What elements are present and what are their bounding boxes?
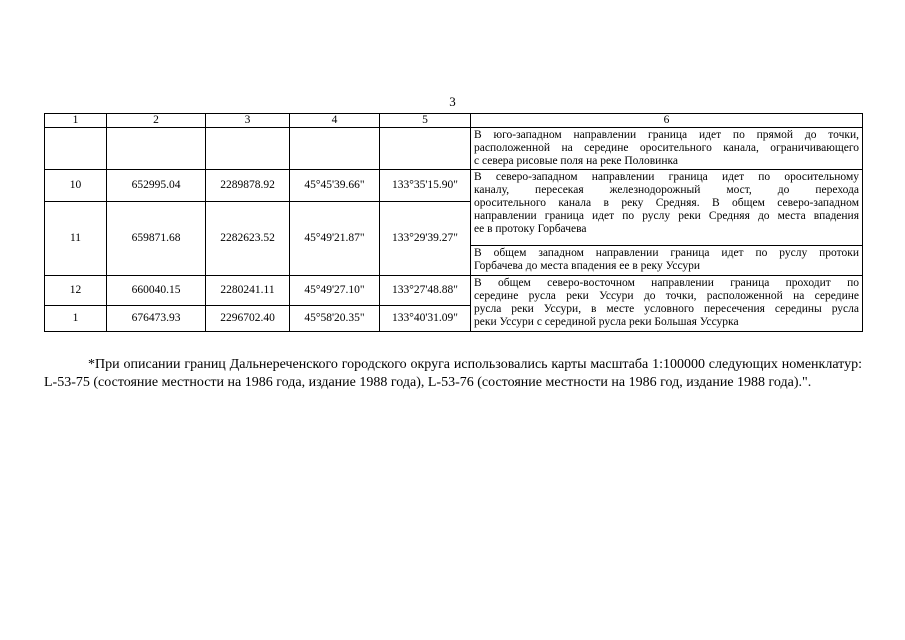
- empty-cell: [45, 128, 107, 170]
- boundary-description-cell: [471, 128, 863, 170]
- header-cell-1: 1: [45, 114, 107, 128]
- description-line: В общем западном направлении граница идет по руслу протоки: [474, 247, 859, 259]
- y-coordinate: 2289878.92: [206, 170, 290, 202]
- description-line: середине русла реки Уссури до точки, расположенной на середине: [474, 290, 859, 302]
- empty-cell: [206, 128, 290, 170]
- footnote: [44, 356, 862, 392]
- description-line: направлении граница идет по руслу реки Средняя до места впадения: [474, 210, 859, 222]
- point-number: 10: [45, 170, 107, 202]
- point-number: 11: [45, 202, 107, 276]
- description-line: Горбачева до места впадения ее в реку Уссури: [474, 260, 701, 272]
- description-line: с севера рисовые поля на реке Половинка: [474, 155, 678, 167]
- description-line: русла реки Уссури, в месте условного пересечения середины русла: [474, 303, 859, 315]
- page-number: 3: [449, 94, 456, 109]
- description-line: В общем северо-восточном направлении граница проходит по: [474, 277, 859, 289]
- table-row: [45, 128, 863, 170]
- header-cell-4: 4: [290, 114, 380, 128]
- y-coordinate: 2280241.11: [206, 276, 290, 306]
- table-row: [45, 276, 863, 306]
- x-coordinate: 676473.93: [107, 306, 206, 332]
- description-line: реки Уссури с серединой русла реки Большая Уссурка: [474, 316, 739, 328]
- description-line: ее в протоку Горбачева: [474, 223, 587, 235]
- table-header-row: [45, 114, 863, 128]
- boundary-coordinates-table: [44, 113, 863, 332]
- latitude: 45°49'21.87": [290, 202, 380, 276]
- latitude: 45°58'20.35": [290, 306, 380, 332]
- description-line: расположенной на середине оросительного канала, ограничивающего: [474, 142, 859, 154]
- header-cell-3: 3: [206, 114, 290, 128]
- latitude: 45°45'39.66": [290, 170, 380, 202]
- footnote-text: *При описании границ Дальнереченского городского округа использовались карты масштаба 1:100000 следующих номенклатур: L-53-75 (состояние местности на 1986 года, издание 1988 года), L-53-76 (состояние местности на 1986 год, издание 1988 года).".: [44, 357, 862, 390]
- boundary-description-cell: [471, 276, 863, 332]
- empty-cell: [380, 128, 471, 170]
- description-line: В северо-западном направлении граница идет по оросительному: [474, 171, 859, 183]
- x-coordinate: 660040.15: [107, 276, 206, 306]
- y-coordinate: 2282623.52: [206, 202, 290, 276]
- header-cell-5: 5: [380, 114, 471, 128]
- header-cell-6: 6: [471, 114, 863, 128]
- table-row: [45, 170, 863, 202]
- y-coordinate: 2296702.40: [206, 306, 290, 332]
- x-coordinate: 659871.68: [107, 202, 206, 276]
- boundary-description-cell: [471, 246, 863, 276]
- longitude: 133°27'48.88": [380, 276, 471, 306]
- latitude: 45°49'27.10": [290, 276, 380, 306]
- empty-cell: [107, 128, 206, 170]
- header-cell-2: 2: [107, 114, 206, 128]
- point-number: 12: [45, 276, 107, 306]
- description-line: каналу, пересекая железнодорожный мост, до перехода: [474, 184, 859, 196]
- boundary-description-cell: [471, 170, 863, 246]
- description-line: В юго-западном направлении граница идет по прямой до точки,: [474, 129, 859, 141]
- x-coordinate: 652995.04: [107, 170, 206, 202]
- longitude: 133°29'39.27": [380, 202, 471, 276]
- longitude: 133°35'15.90": [380, 170, 471, 202]
- empty-cell: [290, 128, 380, 170]
- description-line: оросительного канала в реку Средняя. В общем северо-западном: [474, 197, 859, 209]
- longitude: 133°40'31.09": [380, 306, 471, 332]
- point-number: 1: [45, 306, 107, 332]
